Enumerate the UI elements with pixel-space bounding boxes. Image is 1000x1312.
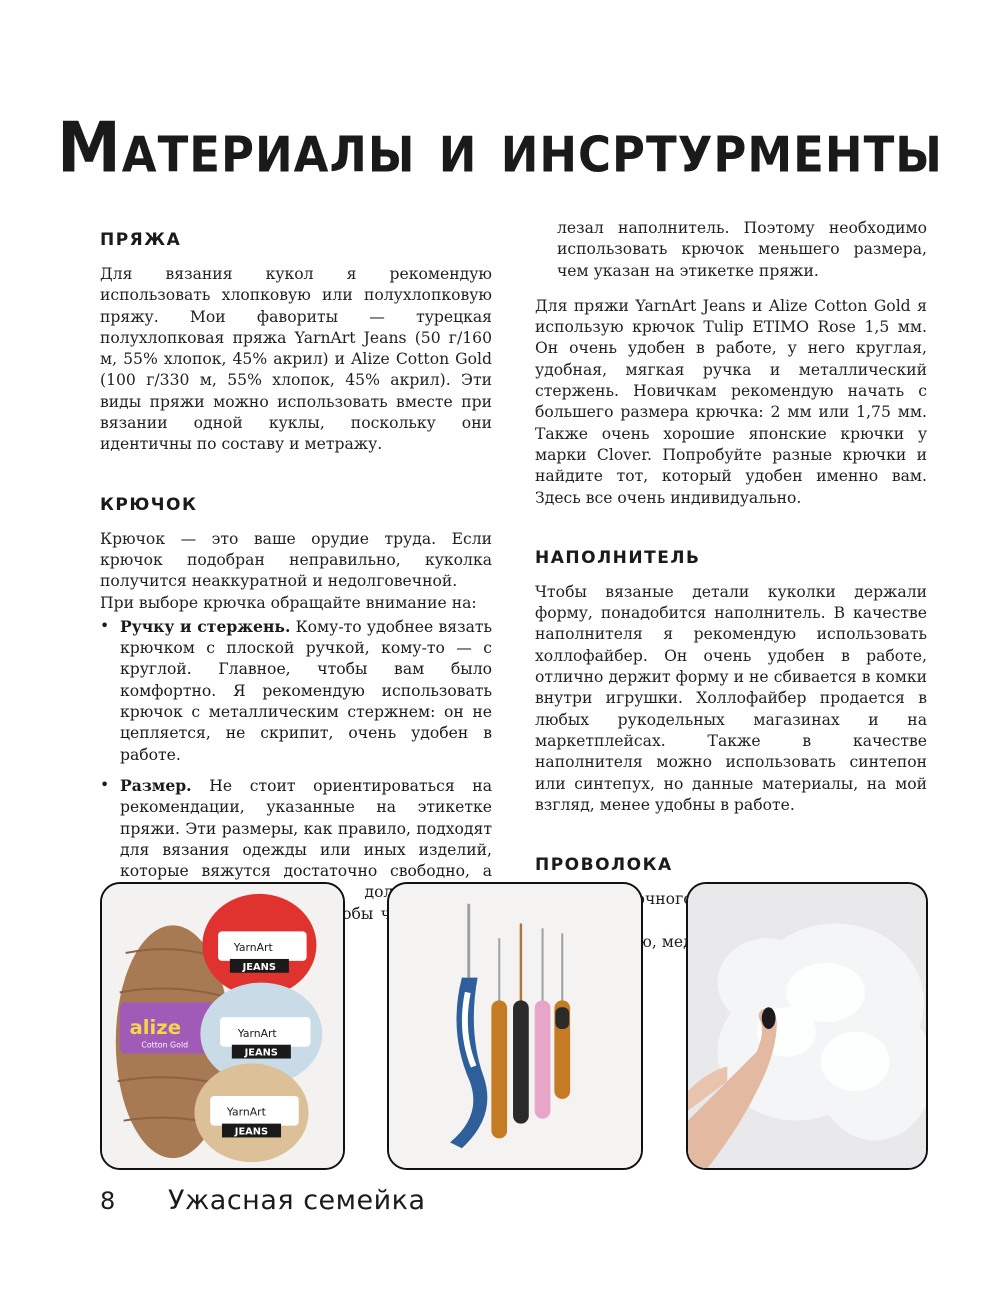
page-title: Материалы и инсртурменты: [57, 109, 943, 189]
page-number: 8: [100, 1187, 116, 1215]
yarn-paragraph: Для вязания кукол я рекомендую использовать хлопковую или полухлопковую пряжу. Мои фавориты — турецкая полухлопковая пряжа YarnArt Jeans (50 г/160 м, 55% хлопок, 45% акрил) и Alize Cotton Gold (100 г/330 м, 55% хлопок, 45% акрил). Эти виды пряжи можно использовать вместе при вязании одной куклы, поскольку они идентичны по составу и метражу.: [100, 265, 492, 454]
continuation-paragraph: лезал наполнитель. Поэтому необходимо использовать крючок меньшего размера, чем указан на этикетке пряжи.: [557, 219, 927, 280]
hook-paragraph-3: Для пряжи YarnArt Jeans и Alize Cotton Gold я использую крючок Tulip ETIMO Rose 1,5 мм. Он очень удобен в работе, у него круглая, удобная, мягкая ручка и металлический стержень. Новичкам рекомендую начать с большего размера крючка: 2 мм или 1,75 мм. Также очень хорошие японские крючки у марки Clover. Попробуйте разные крючки и найдите тот, который удобен именно вам. Здесь все очень индивидуально.: [535, 296, 927, 507]
bullet-text: Кому-то удобнее вязать крючком с плоской ручкой, кому-то — с круглой. Главное, чтобы вам было комфортно. Я рекомендую использовать крючок с металлическим стержнем: он не цепляется, не скрипит, очень удобен в работе.: [120, 617, 492, 764]
right-column: [535, 218, 927, 953]
section-heading-wire: ПРОВОЛОКА: [535, 855, 673, 876]
bullet-dot: •: [100, 616, 110, 635]
section-heading-filler: НАПОЛНИТЕЛЬ: [535, 547, 701, 568]
bullet-title: Ручку и стержень.: [120, 616, 291, 636]
book-title: Ужасная семейка: [168, 1185, 426, 1216]
brand-label-blue: YarnArt: [237, 1026, 277, 1040]
filler-photo: [686, 882, 928, 1170]
brand-label-beige: YarnArt: [226, 1105, 266, 1119]
product-label-beige: JEANS: [234, 1126, 269, 1138]
filler-paragraph: Чтобы вязаные детали куколки держали форму, понадобится наполнитель. В качестве наполнителя я рекомендую использовать холлофайбер. Он очень удобен в работе, отлично держит форму и не сбивается в комки внутри игрушки. Холлофайбер продается в любых рукодельных магазинах и на маркетплейсах. Также в качестве наполнителя можно использовать синтепон или синтепух, но данные материалы, на мой взгляд, менее удобны в работе.: [535, 582, 927, 814]
bullet-text: Не стоит ориентироваться на рекомендации, указанные на этикетке пряжи. Эти размеры, как правило, подходят для вязания одежды или иных изделий, которые вяжутся достаточно свободно, а чтобы: [120, 776, 492, 923]
bullet-dot: •: [100, 775, 110, 794]
product-label-red: JEANS: [242, 961, 276, 973]
yarn-photo: [100, 882, 345, 1170]
alize-sub-label: Cotton Gold: [141, 1040, 189, 1050]
bullet-title: Размер.: [120, 775, 192, 795]
left-column: [100, 222, 492, 955]
section-heading-yarn: ПРЯЖА: [100, 230, 182, 250]
section-heading-hook: КРЮЧОК: [100, 494, 198, 515]
wire-paragraph: мед-: [661, 932, 698, 951]
bullet-handle: [100, 616, 492, 766]
product-label-blue: JEANS: [244, 1047, 278, 1059]
hook-paragraph-2: При выборе крючка обращайте внимание на:: [100, 593, 477, 612]
hook-paragraph-1: Крючок — это ваше орудие труда. Если крючок подобран неправильно, куколка получится неаккуратной и недолговечной.: [100, 529, 492, 591]
hooks-photo: [387, 882, 643, 1170]
brand-label-red: YarnArt: [233, 941, 273, 955]
alize-label: alize: [129, 1015, 182, 1039]
